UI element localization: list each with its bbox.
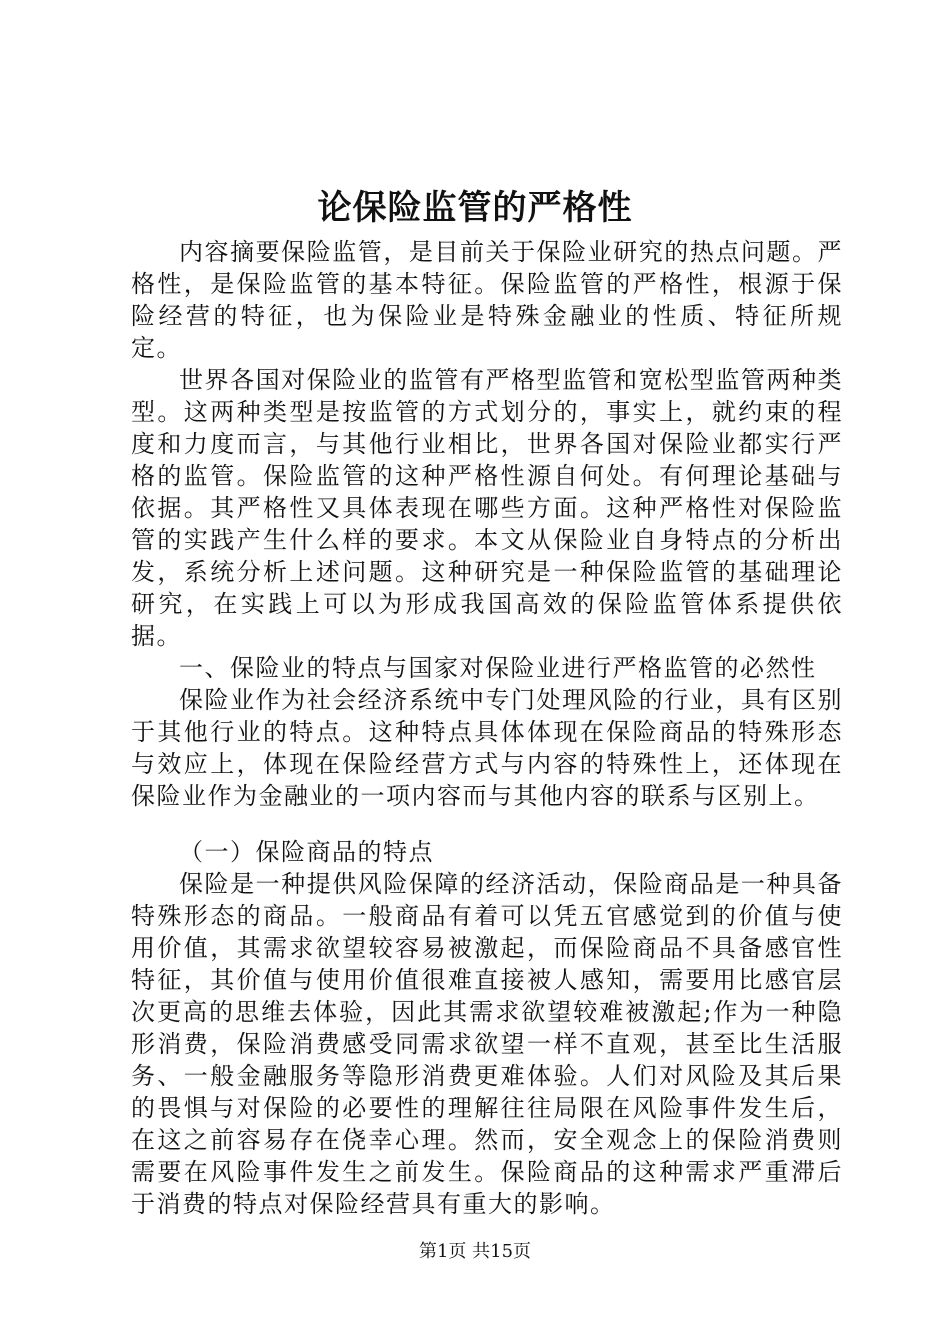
document-title: 论保险监管的严格性 xyxy=(317,188,633,228)
intro-paragraph: 世界各国对保险业的监管有严格型监管和宽松型监管两种类型。这两种类型是按监管的方式划分的，事实上，就约束的程度和力度而言，与其他行业相比，世界各国对保险业都实行严格的监管。保险监管的这种严格性源自何处。有何理论基础与依据。其严格性又具体表现在哪些方面。这种严格性对保险监管的实践产生什么样的要求。本文从保险业自身特点的分析出发，系统分析上述问题。这种研究是一种保险监管的基础理论研究，在实践上可以为形成我国高效的保险监管体系提供依据。 xyxy=(131,366,843,650)
abstract-paragraph: 内容摘要保险监管，是目前关于保险业研究的热点问题。严格性，是保险监管的基本特征。保险监管的严格性，根源于保险经营的特征，也为保险业是特殊金融业的性质、特征所规定。 xyxy=(131,238,843,362)
subsection-heading: （一）保险商品的特点 xyxy=(179,838,434,866)
section-paragraph: 保险业作为社会经济系统中专门处理风险的行业，具有区别于其他行业的特点。这种特点具体体现在保险商品的特殊形态与效应上，体现在保险经营方式与内容的特殊性上，还体现在保险业作为金融业的一项内容而与其他内容的联系与区别上。 xyxy=(131,686,843,810)
section-heading: 一、保险业的特点与国家对保险业进行严格监管的必然性 xyxy=(179,654,817,682)
subsection-paragraph: 保险是一种提供风险保障的经济活动，保险商品是一种具备特殊形态的商品。一般商品有着可以凭五官感觉到的价值与使用价值，其需求欲望较容易被激起，而保险商品不具备感官性特征，其价值与使用价值很难直接被人感知，需要用比感官层次更高的思维去体验，因此其需求欲望较难被激起;作为一种隐形消费，保险消费感受同需求欲望一样不直观，甚至比生活服务、一般金融服务等隐形消费更难体验。人们对风险及其后果的畏惧与对保险的必要性的理解往往局限在风险事件发生后，在这之前容易存在侥幸心理。然而，安全观念上的保险消费则需要在风险事件发生之前发生。保险商品的这种需求严重滞后于消费的特点对保险经营具有重大的影响。 xyxy=(131,870,843,1218)
page-footer: 第1页 共15页 xyxy=(418,1241,532,1262)
document-body xyxy=(131,236,843,1220)
